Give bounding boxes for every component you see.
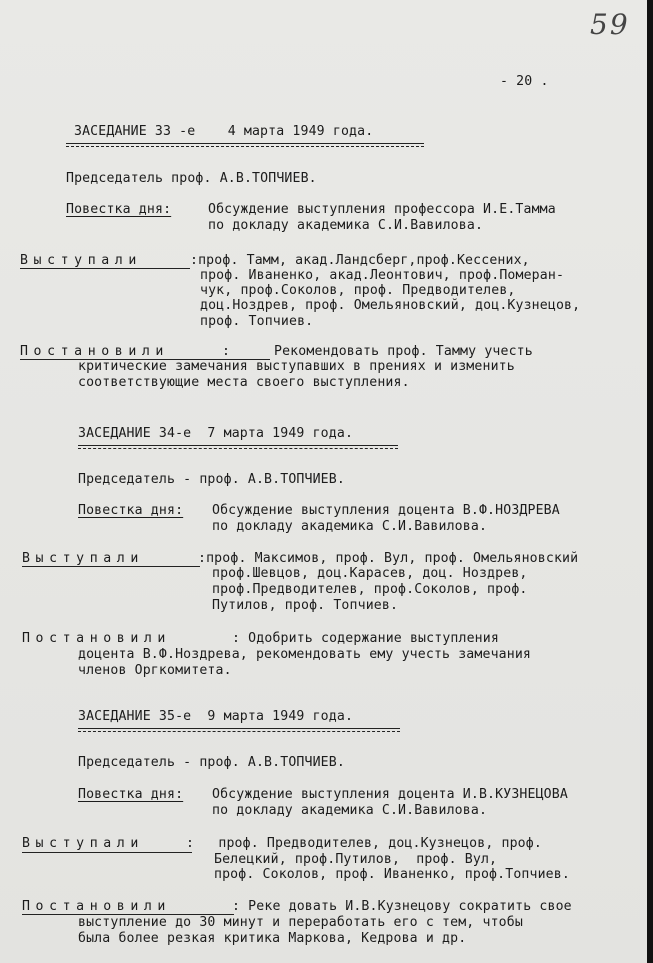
session-35-speakers-line-1: : проф. Предводителев, доц.Кузнецов, проф. <box>186 836 542 851</box>
session-33-title-rule <box>66 143 424 144</box>
session-35-agenda-line-1: Обсуждение выступления доцента И.В.КУЗНЕЦОВА <box>212 787 568 802</box>
session-33-speakers-line-1: :проф. Тамм, акад.Ландсберг,проф.Кессених, <box>190 253 530 268</box>
session-34-speakers-label: Выступали <box>22 551 144 566</box>
session-35-title-rule <box>78 728 400 729</box>
session-34-speakers-line-1: :проф. Максимов, проф. Вул, проф. Омельяновский <box>198 551 579 566</box>
scan-edge <box>647 0 653 963</box>
session-34-speakers-underline <box>22 566 200 567</box>
session-35-agenda-line-2: по докладу академика С.И.Вавилова. <box>212 803 488 818</box>
page-number: - 20 . <box>500 74 549 89</box>
session-35-chairman: Председатель - проф. А.В.ТОПЧИЕВ. <box>78 755 345 770</box>
session-34-resolution-line-1: : Одобрить содержание выступления <box>232 631 499 646</box>
session-34-resolution-line-3: членов Оргкомитета. <box>78 663 232 678</box>
session-34-speakers-line-2: проф.Шевцов, доц.Карасев, доц. Ноздрев, <box>212 566 528 581</box>
session-35-resolution-line-3: была более резкая критика Маркова, Кедрова и др. <box>78 931 467 946</box>
session-35-title: ЗАСЕДАНИЕ 35-е 9 марта 1949 года. <box>78 709 354 724</box>
session-35-speakers-underline <box>22 852 192 853</box>
session-34-agenda-line-1: Обсуждение выступления доцента В.Ф.НОЗДРЕВА <box>212 503 560 518</box>
session-34-title-rule <box>78 445 398 446</box>
session-33-speakers-line-2: проф. Иваненко, акад.Леонтович, проф.Померан- <box>200 268 565 283</box>
session-33-resolution-colon: : <box>222 344 231 359</box>
handwritten-page-number: 59 <box>590 8 630 41</box>
session-33-resolution-line-3: соответствующие места своего выступления. <box>78 375 410 390</box>
session-33-agenda-label: Повестка дня: <box>66 202 172 217</box>
session-35-speakers-line-2: Белецкий, проф.Путилов, проф. Вул, <box>214 852 498 867</box>
session-34-agenda-label: Повестка дня: <box>78 503 184 518</box>
session-33-speakers-line-5: проф. Топчиев. <box>200 314 314 329</box>
session-33-resolution-label: Постановили <box>20 344 169 359</box>
session-33-resolution-line-2: критические замечания выступавших в прениях и изменить <box>78 359 515 374</box>
session-33-agenda-line-1: Обсуждение выступления профессора И.Е.Тамма <box>208 202 556 217</box>
session-34-speakers-line-3: проф.Предводителев, проф.Соколов, проф. <box>212 582 528 597</box>
session-33-chairman: Председатель проф. А.В.ТОПЧИЕВ. <box>66 171 317 186</box>
session-33-speakers-line-4: доц.Ноздрев, проф. Омельяновский, доц.Кузнецов, <box>200 298 581 313</box>
session-34-resolution-line-2: доцента В.Ф.Ноздрева, рекомендовать ему учесть замечания <box>78 647 532 662</box>
session-35-speakers-label: Выступали <box>22 836 144 851</box>
session-33-speakers-underline <box>20 268 190 269</box>
session-34-title: ЗАСЕДАНИЕ 34-е 7 марта 1949 года. <box>78 426 354 441</box>
session-33-speakers-line-3: чук, проф.Соколов, проф. Предводителев, <box>200 283 516 298</box>
session-35-agenda-label: Повестка дня: <box>78 787 184 802</box>
session-34-chairman: Председатель - проф. А.В.ТОПЧИЕВ. <box>78 472 345 487</box>
session-33-agenda-line-2: по докладу академика С.И.Вавилова. <box>208 218 484 233</box>
session-33-resolution-line-1: Рекомендовать проф. Тамму учесть <box>274 344 533 359</box>
session-35-resolution-line-2: выступление до 30 минут и переработать его с тем, чтобы <box>78 915 523 930</box>
session-35-speakers-line-3: проф. Соколов, проф. Иваненко, проф.Топчиев. <box>214 867 570 882</box>
session-33-speakers-label: Выступали <box>20 253 142 268</box>
session-35-resolution-line-1: : Реке довать И.В.Кузнецову сократить свое <box>232 899 572 914</box>
session-35-resolution-label: Постановили <box>22 899 171 914</box>
session-34-resolution-label: Постановили <box>22 631 171 646</box>
session-34-agenda-line-2: по докладу академика С.И.Вавилова. <box>212 519 488 534</box>
session-33-title: ЗАСЕДАНИЕ 33 -е 4 марта 1949 года. <box>74 124 374 139</box>
session-34-speakers-line-4: Путилов, проф. Топчиев. <box>212 598 399 613</box>
